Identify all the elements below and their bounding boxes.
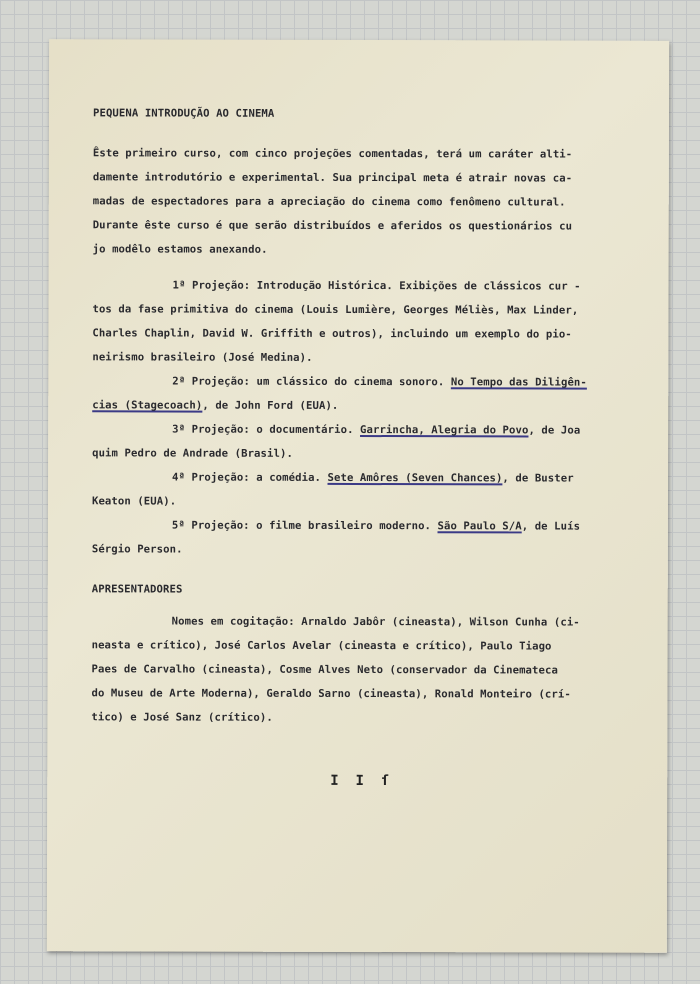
paper-sheet xyxy=(47,39,669,953)
projection-2-director: , de John Ford (EUA). xyxy=(202,399,339,412)
projection-3-director: , de Joa xyxy=(528,424,581,437)
presenters-line: neasta e crítico), José Carlos Avelar (cineasta e crítico), Paulo Tiago xyxy=(91,639,552,653)
projection-4-line xyxy=(172,472,574,485)
presenters-heading: APRESENTADORES xyxy=(91,583,183,596)
projection-5-text: 5ª Projeção: o filme brasileiro moderno. xyxy=(171,519,438,533)
projection-4-director: , de Buster xyxy=(502,472,574,485)
projection-5-line: Sérgio Person. xyxy=(91,543,183,556)
projection-5-director: , de Luís xyxy=(521,520,581,533)
projection-4-text: 4ª Projeção: a comédia. xyxy=(172,471,328,484)
projection-2-film-title-cont: cias (Stagecoach) xyxy=(92,399,203,412)
projection-3-text: 3ª Projeção: o documentário. xyxy=(172,423,361,437)
presenters-line: Nomes em cogitação: Arnaldo Jabôr (cineasta), Wilson Cunha (ci- xyxy=(171,615,580,629)
projection-4-line: Keaton (EUA). xyxy=(91,495,177,508)
projection-1-line: Charles Chaplin, David W. Griffith e outros), incluindo um exemplo do pio- xyxy=(92,327,572,341)
projection-4-film-title: Sete Amôres (Seven Chances) xyxy=(327,471,503,485)
projection-3-line: quim Pedro de Andrade (Brasil). xyxy=(92,447,293,460)
page-marks: I I ſ xyxy=(330,772,390,790)
projection-1-line: tos da fase primitiva do cinema (Louis Lumière, Georges Méliès, Max Linder, xyxy=(92,303,579,317)
projection-5-line xyxy=(172,520,580,533)
projection-3-line xyxy=(172,424,580,437)
projection-2-film-title: No Tempo das Diligên- xyxy=(450,376,587,389)
intro-line: madas de espectadores para a apreciação do cinema como fenômeno cultural. xyxy=(92,195,566,209)
projection-1-line: neirismo brasileiro (José Medina). xyxy=(92,351,313,364)
document-title: PEQUENA INTRODUÇÃO AO CINEMA xyxy=(92,107,275,120)
projection-2-line xyxy=(172,376,587,389)
projection-3-film-title: Garrincha, Alegria do Povo xyxy=(360,424,529,437)
presenters-line: Paes de Carvalho (cineasta), Cosme Alves Neto (conservador da Cinemateca xyxy=(91,663,558,677)
intro-line: Êste primeiro curso, com cinco projeções comentadas, terá um caráter alti- xyxy=(92,147,573,161)
intro-line: damente introdutório e experimental. Sua principal meta é atrair novas ca- xyxy=(92,171,573,185)
presenters-line: do Museu de Arte Moderna), Geraldo Sarno (cineasta), Ronald Monteiro (crí- xyxy=(91,687,571,701)
intro-line: jo modêlo estamos anexando. xyxy=(92,243,268,256)
projection-1-line: 1ª Projeção: Introdução Histórica. Exibições de clássicos cur - xyxy=(172,279,581,293)
intro-line: Durante êste curso é que serão distribuídos e aferidos os questionários cu xyxy=(92,219,573,233)
presenters-line: tico) e José Sanz (crítico). xyxy=(91,711,273,724)
projection-5-film-title: São Paulo S/A xyxy=(437,520,522,533)
projection-2-line xyxy=(92,399,338,412)
projection-2-text: 2ª Projeção: um clássico do cinema sonoro. xyxy=(172,375,451,389)
